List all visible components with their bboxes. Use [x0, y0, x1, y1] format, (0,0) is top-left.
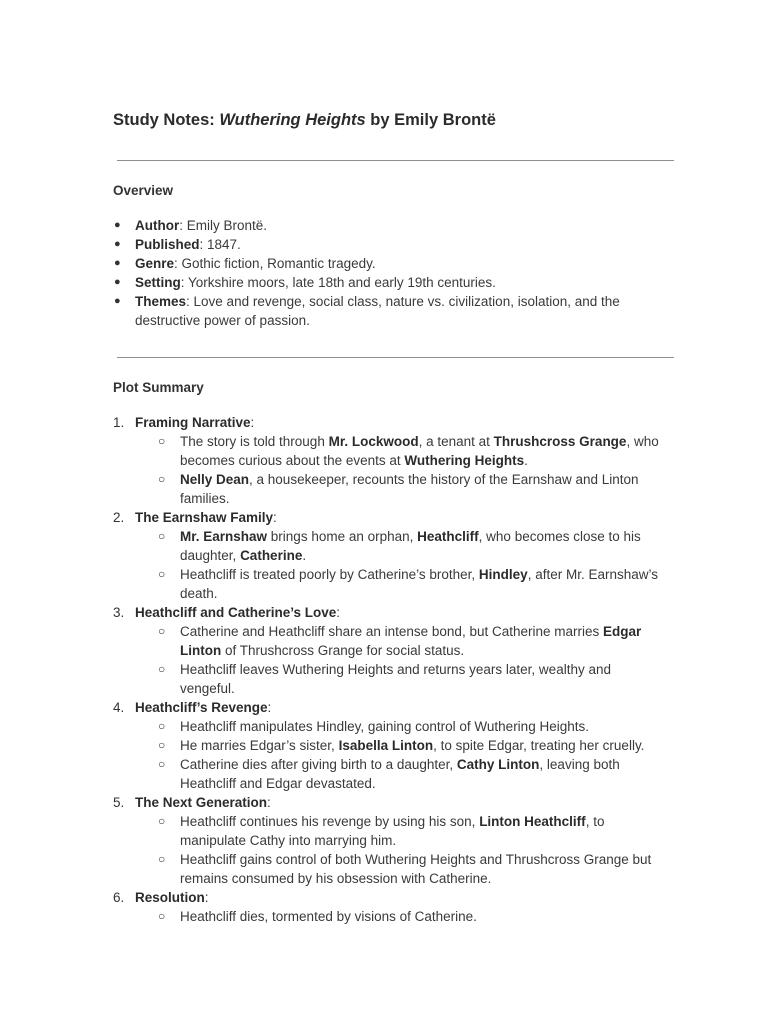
plot-point: [0, 812, 668, 850]
bold-text: Genre: [135, 256, 175, 271]
bold-text: Edgar Linton: [180, 624, 642, 658]
plot-point-text: [180, 738, 644, 753]
text-run: , to manipulate Cathy into marrying him.: [180, 814, 605, 848]
text-run: by Emily Brontë: [365, 111, 496, 129]
hollow-bullet-icon: ○: [158, 434, 166, 448]
text-run: The story is told through: [180, 434, 329, 449]
plot-point: [0, 660, 668, 698]
horizontal-divider: [117, 357, 674, 358]
document-title: [113, 109, 496, 131]
overview-list-item-text: [135, 275, 496, 290]
plot-section-text: [135, 415, 254, 430]
text-run: Catherine dies after giving birth to a daughter,: [180, 757, 457, 772]
hollow-bullet-icon: ○: [158, 529, 166, 543]
plot-section: [0, 888, 655, 907]
text-run: : Love and revenge, social class, nature vs. civilization, isolation, and the destructive power of passion.: [135, 294, 620, 328]
text-run: , who becomes curious about the events at: [180, 434, 659, 468]
plot-section-text: [135, 700, 271, 715]
plot-point-text: [180, 814, 604, 848]
plot-section: [0, 413, 655, 432]
section-number: 2.: [113, 510, 125, 525]
bold-text: Author: [135, 218, 180, 233]
overview-list: [0, 216, 768, 330]
bullet-icon: ●: [114, 238, 121, 250]
plot-point-text: [180, 567, 658, 601]
bold-text: Hindley: [478, 567, 528, 582]
text-run: :: [267, 795, 271, 810]
text-run: Heathcliff dies, tormented by visions of Catherine.: [180, 909, 477, 924]
plot-section: [0, 698, 655, 717]
overview-list-item-text: [135, 256, 376, 271]
plot-point: [0, 622, 668, 660]
plot-point-text: [180, 624, 641, 658]
section-number: 1.: [113, 415, 125, 430]
overview-list-item: [0, 235, 655, 254]
text-run: :: [267, 700, 272, 715]
text-run: Heathcliff leaves Wuthering Heights and returns years later, wealthy and vengeful.: [180, 662, 611, 696]
overview-list-item-text: [135, 294, 620, 328]
plot-point-text: [180, 434, 659, 468]
italic-text: Wuthering Heights: [219, 111, 366, 129]
text-run: , to spite Edgar, treating her cruelly.: [433, 738, 645, 753]
hollow-bullet-icon: ○: [158, 624, 166, 638]
overview-list-item-text: [135, 218, 267, 233]
text-run: : Gothic fiction, Romantic tragedy.: [174, 256, 376, 271]
plot-point: [0, 755, 668, 793]
plot-point-text: [180, 909, 477, 924]
text-run: Heathcliff manipulates Hindley, gaining control of Wuthering Heights.: [180, 719, 589, 734]
text-run: Heathcliff continues his revenge by using his son,: [180, 814, 480, 829]
bold-text: Linton Heathcliff: [479, 814, 586, 829]
hollow-bullet-icon: ○: [158, 909, 166, 923]
hollow-bullet-icon: ○: [158, 852, 166, 866]
text-run: Heathcliff is treated poorly by Catherine’s brother,: [180, 567, 479, 582]
bullet-icon: ●: [114, 219, 121, 231]
text-run: , a housekeeper, recounts the history of the Earnshaw and Linton families.: [180, 472, 639, 506]
text-run: , a tenant at: [418, 434, 494, 449]
plot-section-text: [135, 605, 340, 620]
text-run: He marries Edgar’s sister,: [180, 738, 339, 753]
text-run: :: [336, 605, 341, 620]
plot-point: [0, 907, 668, 926]
hollow-bullet-icon: ○: [158, 738, 166, 752]
overview-list-item-text: [135, 237, 241, 252]
plot-point: [0, 565, 668, 603]
bold-text: Wuthering Heights: [404, 453, 525, 468]
text-run: :: [250, 415, 255, 430]
plot-point-text: [180, 529, 641, 563]
plot-point: [0, 850, 668, 888]
text-run: : Yorkshire moors, late 18th and early 19th centuries.: [180, 275, 496, 290]
section-number: 5.: [113, 795, 125, 810]
plot-point: [0, 527, 668, 565]
plot-point: [0, 736, 668, 755]
bold-text: Catherine: [240, 548, 303, 563]
bold-text: Heathcliff’s Revenge: [135, 700, 268, 715]
plot-summary-heading: Plot Summary: [113, 380, 204, 395]
plot-summary-list: [0, 413, 768, 926]
plot-section-text: [135, 795, 271, 810]
bullet-icon: ●: [114, 276, 121, 288]
bold-text: Themes: [135, 294, 187, 309]
bold-text: Heathcliff and Catherine’s Love: [135, 605, 337, 620]
hollow-bullet-icon: ○: [158, 662, 166, 676]
text-run: brings home an orphan,: [267, 529, 418, 544]
text-run: .: [302, 548, 307, 563]
plot-point: [0, 432, 668, 470]
text-run: Heathcliff gains control of both Wuthering Heights and Thrushcross Grange but remains consumed by his obsession with Catherine.: [180, 852, 652, 886]
plot-section: [0, 603, 655, 622]
plot-section: [0, 793, 655, 812]
bold-text: Setting: [135, 275, 181, 290]
text-run: .: [524, 453, 528, 468]
bullet-icon: ●: [114, 257, 121, 269]
plot-section-text: [135, 890, 209, 905]
plot-point-text: [180, 852, 651, 886]
section-number: 4.: [113, 700, 125, 715]
plot-point-text: [180, 757, 620, 791]
plot-point-text: [180, 719, 589, 734]
text-run: , who becomes close to his daughter,: [180, 529, 641, 563]
hollow-bullet-icon: ○: [158, 567, 166, 581]
text-run: , leaving both Heathcliff and Edgar devastated.: [180, 757, 620, 791]
text-run: :: [204, 890, 209, 905]
bold-text: The Earnshaw Family: [135, 510, 274, 525]
text-run: : Emily Brontë.: [179, 218, 268, 233]
text-run: :: [273, 510, 277, 525]
hollow-bullet-icon: ○: [158, 719, 166, 733]
overview-list-item: [0, 254, 655, 273]
text-run: : 1847.: [199, 237, 241, 252]
bold-text: Heathcliff: [417, 529, 479, 544]
plot-point: [0, 717, 668, 736]
overview-list-item: [0, 216, 655, 235]
bold-text: Resolution: [135, 890, 205, 905]
plot-section-text: [135, 510, 277, 525]
bold-text: Mr. Earnshaw: [180, 529, 268, 544]
section-number: 3.: [113, 605, 125, 620]
horizontal-divider: [117, 160, 674, 161]
text-run: of Thrushcross Grange for social status.: [221, 643, 465, 658]
bullet-icon: ●: [114, 295, 121, 307]
hollow-bullet-icon: ○: [158, 757, 166, 771]
bold-text: The Next Generation: [135, 795, 268, 810]
bold-text: Mr. Lockwood: [328, 434, 419, 449]
bold-text: Isabella Linton: [338, 738, 434, 753]
plot-point: [0, 470, 668, 508]
plot-section: [0, 508, 655, 527]
overview-list-item: [0, 292, 655, 330]
bold-text: Cathy Linton: [456, 757, 540, 772]
bold-text: Thrushcross Grange: [493, 434, 627, 449]
bold-text: Nelly Dean: [180, 472, 250, 487]
text-run: , after Mr. Earnshaw’s death.: [180, 567, 658, 601]
section-number: 6.: [113, 890, 125, 905]
hollow-bullet-icon: ○: [158, 472, 166, 486]
plot-point-text: [180, 662, 611, 696]
plot-point-text: [180, 472, 639, 506]
text-run: Catherine and Heathcliff share an intense bond, but Catherine marries: [180, 624, 604, 639]
bold-text: Published: [135, 237, 200, 252]
text-run: Study Notes:: [113, 111, 220, 129]
overview-heading: Overview: [113, 183, 174, 198]
overview-list-item: [0, 273, 655, 292]
bold-text: Framing Narrative: [135, 415, 251, 430]
hollow-bullet-icon: ○: [158, 814, 166, 828]
